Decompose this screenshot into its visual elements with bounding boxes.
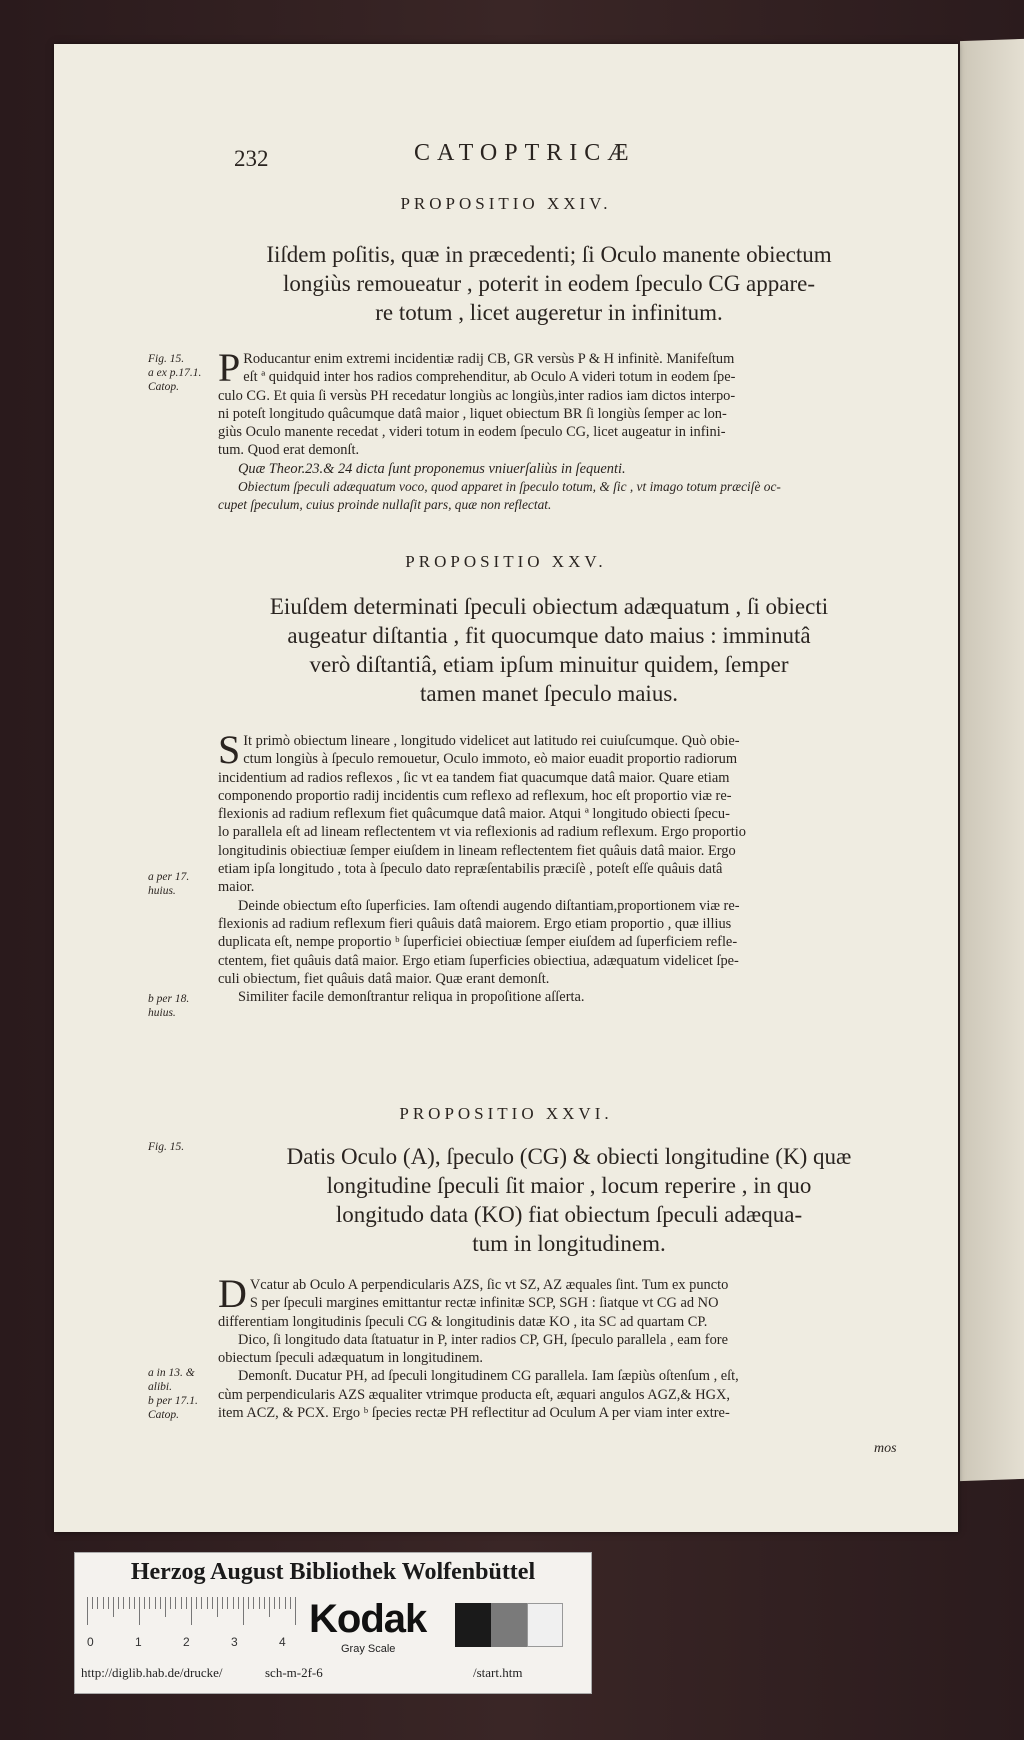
page-number: 232 [234, 146, 269, 171]
ruler-tick [217, 1597, 218, 1617]
ruler-tick [207, 1597, 208, 1609]
library-color-card [74, 1552, 592, 1694]
note-line: Quæ Theor.23.& 24 dicta ſunt proponemus vniuerſaliùs in ſequenti. [238, 460, 626, 477]
body-line: eſt ª quidquid inter hos radios comprehenditur, ab Oculo A videri totum in eodem ſpe- [243, 369, 736, 386]
kodak-logo: Kodak [309, 1597, 427, 1641]
ruler-tick [295, 1597, 296, 1625]
statement-line: Eiuſdem determinati ſpeculi obiectum adæquatum , ſi obiecti [269, 594, 829, 619]
scale-number: 0 [87, 1635, 94, 1649]
ruler-tick [129, 1597, 130, 1609]
ruler-tick [181, 1597, 182, 1609]
prop26-margin-fig: Fig. 15. [148, 1141, 185, 1153]
prop24-statement [204, 240, 894, 327]
ruler-tick [165, 1597, 166, 1617]
note-line: Obiectum ſpeculi adæquatum voco, quod apparet in ſpeculo totum, & ſic , vt imago totum præciſè oc- [238, 479, 781, 495]
ruler-tick [160, 1597, 161, 1609]
prop25-margin-b [148, 992, 204, 1020]
body-line: incidentium ad radios reflexos , ſic vt ea tandem fiat quacumque datâ maior. Quare etiam [218, 769, 730, 786]
statement-line: longitudo data (KO) fiat obiectum ſpeculi adæqua- [335, 1202, 803, 1227]
body-line: Deinde obiectum eſto ſuperficies. Iam oſtendi augendo diſtantiam,proportionem viæ re- [238, 897, 740, 914]
adjacent-page-edge [960, 39, 1024, 1481]
ruler-tick [279, 1597, 280, 1609]
margin-line: Catop. [148, 381, 179, 393]
margin-line: alibi. [148, 1381, 172, 1393]
prop26-statement [224, 1142, 914, 1258]
scale-number: 2 [183, 1635, 190, 1649]
ruler-tick [253, 1597, 254, 1609]
body-line: ctum longiùs à ſpeculo remouetur, Oculo immoto, eò maior euadit proportio radiorum [243, 751, 738, 768]
prop25-body [218, 727, 932, 1006]
ruler-tick [285, 1597, 286, 1609]
dropcap: D [218, 1271, 247, 1316]
body-line: cùm perpendicularis AZS æqualiter vtrimque producta eſt, æquari angulos AGZ,& HGX, [218, 1386, 730, 1403]
statement-line: Iiſdem poſitis, quæ in præcedenti; ſi Oculo manente obiectum [266, 242, 832, 267]
running-head: CATOPTRICÆ [414, 140, 636, 166]
ruler-tick [243, 1597, 244, 1625]
ruler-tick [290, 1597, 291, 1609]
dropcap: S [218, 727, 241, 772]
url-left: http://diglib.hab.de/drucke/ [81, 1665, 223, 1680]
prop26-body [218, 1271, 932, 1422]
margin-line: a per 17. [148, 871, 190, 883]
note-line: cupet ſpeculum, cuius proinde nullaſit pars, quæ non reflectat. [218, 497, 552, 513]
catchword: mos [874, 1441, 897, 1456]
margin-line: b per 18. [148, 993, 190, 1005]
body-line: obiectum ſpeculi adæquatum in longitudinem. [218, 1350, 483, 1367]
statement-line: longitudine ſpeculi ſit maior , locum reperire , in quo [326, 1173, 812, 1198]
scale-number: 3 [231, 1635, 238, 1649]
book-page [54, 44, 958, 1532]
ruler-tick [134, 1597, 135, 1609]
body-line: maior. [218, 879, 255, 896]
ruler-tick [175, 1597, 176, 1609]
body-line: culo CG. Et quia ſi versùs PH recedatur longiùs ac longiùs,inter radios iam dictos interpo- [218, 387, 736, 404]
prop24-title: PROPOSITIO XXIV. [400, 194, 612, 213]
body-line: Roducantur enim extremi incidentiæ radij CB, GR versùs P & H infinitè. Manifeſtum [243, 351, 735, 367]
ruler-tick [149, 1597, 150, 1609]
statement-line: tamen manet ſpeculo maius. [419, 681, 679, 706]
statement-line: verò diſtantiâ, etiam ipſum minuitur quidem, ſemper [309, 652, 789, 677]
url-mid: sch-m-2f-6 [265, 1665, 323, 1680]
ruler-tick [196, 1597, 197, 1609]
ruler-tick [92, 1597, 93, 1609]
ruler-tick [155, 1597, 156, 1609]
statement-line: re totum , licet augeretur in infinitum. [375, 300, 723, 325]
margin-line: Fig. 15. [148, 353, 185, 365]
body-line: It primò obiectum lineare , longitudo videlicet aut latitudo rei cuiuſcumque. Quò obie- [243, 733, 740, 749]
ruler-tick [113, 1597, 114, 1617]
swatch-black [455, 1603, 491, 1647]
ruler-tick [191, 1597, 192, 1625]
ruler-tick [108, 1597, 109, 1609]
body-line: culi obiectum, fiet quâuis datâ maior. Quæ erant demonſt. [218, 970, 550, 987]
dropcap: P [218, 345, 241, 390]
ruler-tick [123, 1597, 124, 1609]
body-line: Similiter facile demonſtrantur reliqua in propoſitione aſſerta. [238, 989, 585, 1006]
prop24-margin-note [148, 352, 204, 394]
scale-numbers [87, 1635, 347, 1651]
body-line: ctentem, fiet quâuis datâ maior. Ergo etiam ſuperficies obiectiua, adæquatum videlicet ſpe- [218, 952, 739, 969]
ruler-tick [118, 1597, 119, 1609]
margin-line: Catop. [148, 1409, 179, 1421]
gray-scale-label: Gray Scale [341, 1643, 396, 1655]
margin-line: a in 13. & [148, 1367, 195, 1379]
ruler-tick [186, 1597, 187, 1609]
ruler-tick [222, 1597, 223, 1609]
prop25-margin-a [148, 870, 204, 898]
ruler-tick [212, 1597, 213, 1609]
body-line: Dico, ſi longitudo data ſtatuatur in P, inter radios CP, GH, ſpeculo parallela , eam fore [238, 1331, 728, 1348]
body-line: S per ſpeculi margines emittantur rectæ infinitæ SCP, SGH : ſiatque vt CG ad NO [249, 1295, 719, 1312]
ruler-tick [103, 1597, 104, 1609]
body-line: item ACZ, & PCX. Ergo ᵇ ſpecies rectæ PH reflectitur ad Oculum A per viam inter extre- [218, 1405, 730, 1422]
margin-line: huius. [148, 885, 176, 897]
body-line: flexionis ad radium reflexum fiet quâcumque datâ maior. Atqui ª longitudo obiecti ſpecu- [218, 806, 730, 823]
statement-line: longiùs remoueatur , poterit in eodem ſpeculo CG appare- [282, 271, 816, 296]
prop25-title: PROPOSITIO XXV. [405, 552, 607, 571]
body-line: tum. Quod erat demonſt. [218, 442, 360, 459]
body-line: differentiam longitudinis ſpeculi CG & longitudinis datæ KO , ita SC ad quartam CP. [218, 1313, 708, 1330]
ruler-tick [170, 1597, 171, 1609]
scale-number: 4 [279, 1635, 286, 1649]
body-line: flexionis ad radium reflexum fieri quâuis datâ maiorem. Ergo etiam proportio , quæ illius [218, 915, 732, 932]
ruler-tick [201, 1597, 202, 1609]
ruler-tick [87, 1597, 88, 1625]
statement-line: tum in longitudinem. [472, 1231, 666, 1256]
ruler-tick [227, 1597, 228, 1609]
prop25-statement [204, 592, 894, 708]
body-line: giùs Oculo manente recedat , videri totum in eodem ſpeculo CG, licet augeatur in infini- [218, 424, 726, 441]
body-line: etiam ipſa longitudo , tota à ſpeculo dato repræſentabilis præciſè , poteſt eſſe quâuis datâ [218, 861, 723, 878]
margin-line: huius. [148, 1007, 176, 1019]
body-line: longitudinis obiectiuæ ſemper eiuſdem in lineam reflectentem fiet quâuis datâ maior. Ergo [218, 842, 736, 859]
prop26-margin-note [148, 1366, 204, 1422]
ruler-tick [259, 1597, 260, 1609]
ruler-tick [97, 1597, 98, 1609]
swatch-white [527, 1603, 563, 1647]
scale-number: 1 [135, 1635, 142, 1649]
margin-line: b per 17.1. [148, 1395, 198, 1407]
body-line: Demonſt. Ducatur PH, ad ſpeculi longitudinem CG parallela. Iam ſæpiùs oſtenſum , eſt, [238, 1368, 739, 1385]
library-name: Herzog August Bibliothek Wolfenbüttel [130, 1559, 536, 1585]
body-line: componendo proportio radij incidentis cum reflexo ad reflexum, hoc eſt proportio viæ re- [218, 787, 732, 804]
ruler-tick [238, 1597, 239, 1609]
url-right: /start.htm [473, 1665, 523, 1680]
statement-line: Datis Oculo (A), ſpeculo (CG) & obiecti longitudine (K) quæ [286, 1144, 852, 1169]
ruler-tick [269, 1597, 270, 1617]
body-line: Vcatur ab Oculo A perpendicularis AZS, ſic vt SZ, AZ æquales ſint. Tum ex puncto [249, 1277, 729, 1293]
ruler-tick [264, 1597, 265, 1609]
prop24-body [218, 345, 932, 515]
ruler-tick [144, 1597, 145, 1609]
swatch-gray [491, 1603, 527, 1647]
ruler-tick [139, 1597, 140, 1625]
ruler-tick [274, 1597, 275, 1609]
body-line: duplicata eſt, nempe proportio ᵇ ſuperficiei obiectiuæ ſemper eiuſdem ad ſuperficiem refle- [218, 934, 738, 951]
ruler-scale [87, 1597, 343, 1625]
body-line: ni poteſt longitudo quâcumque datâ maior , liquet obiectum BR ſi longiùs ſemper ac lon- [218, 405, 727, 422]
statement-line: augeatur diſtantia , fit quocumque dato maius : imminutâ [287, 623, 811, 648]
prop26-title: PROPOSITIO XXVI. [399, 1104, 613, 1123]
body-line: lo parallela eſt ad lineam reflectentem vt via reflexionis ad radium reflexum. Ergo proportio [218, 824, 746, 841]
ruler-tick [233, 1597, 234, 1609]
margin-line: a ex p.17.1. [148, 367, 202, 379]
ruler-tick [248, 1597, 249, 1609]
